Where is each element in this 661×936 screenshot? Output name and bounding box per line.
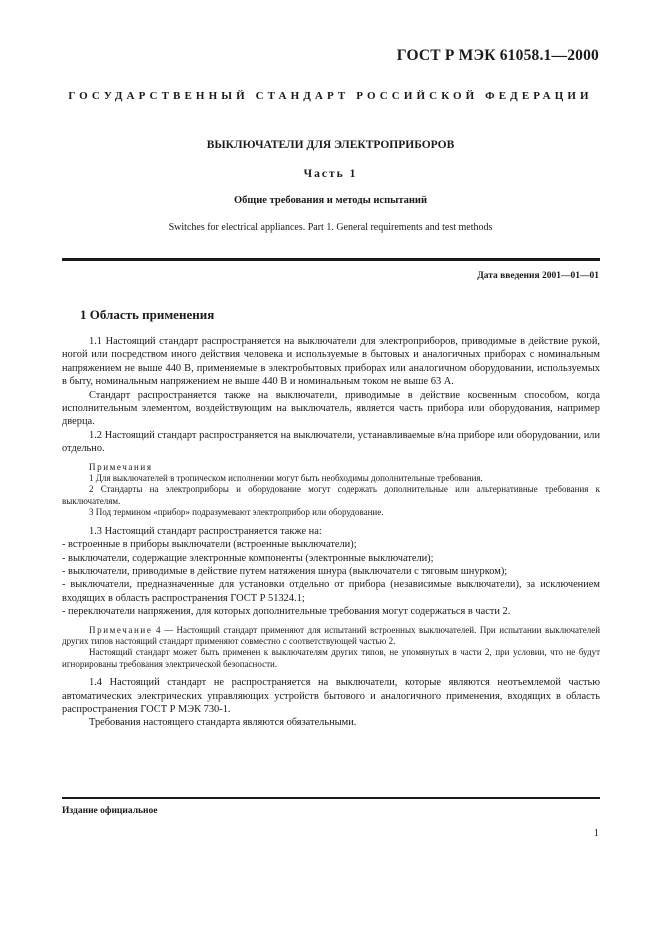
paragraph-1-1: 1.1 Настоящий стандарт распространяется на выключатели для электроприборов, приводимые в действие рукой, ногой или посредством иного действия человека и используемые в бытовых и аналогичных приборах с номинальным напряжением не выше 440 В, применяемые в электробытовых приборах или аналогичном оборудовании, используемых в быту, номинальным напряжением не выше 440 В и номинальным током не выше 63 А. [62, 336, 600, 388]
section-heading: 1 Область применения [80, 307, 215, 322]
list-item: - переключатели напряжения, для которых дополнительные требования могут содержаться в части 2. [62, 606, 511, 618]
list-item: - выключатели, содержащие электронные компоненты (электронные выключатели); [62, 552, 434, 564]
note-4-extra: Настоящий стандарт может быть применен к выключателям других типов, не упомянутых в части 2, при условии, что не будут игнорированы требования электрической безопасности. [62, 647, 600, 669]
main-title: ВЫКЛЮЧАТЕЛИ ДЛЯ ЭЛЕКТРОПРИБОРОВ [206, 139, 455, 151]
document-code: ГОСТ Р МЭК 61058.1—2000 [396, 47, 599, 64]
footer-divider [62, 797, 600, 799]
list-item: - встроенные в приборы выключатели (встроенные выключатели); [62, 539, 357, 551]
section-body [62, 335, 600, 730]
mandatory-statement: Требования настоящего стандарта являются обязательными. [89, 717, 357, 729]
paragraph-1-3: 1.3 Настоящий стандарт распространяется также на: [89, 525, 322, 537]
state-standard-banner: ГОСУДАРСТВЕННЫЙ СТАНДАРТ РОССИЙСКОЙ ФЕДЕРАЦИИ [68, 90, 593, 102]
subtitle: Общие требования и методы испытаний [233, 195, 428, 206]
introduction-date: Дата введения 2001—01—01 [477, 271, 599, 281]
list-item: - выключатели, предназначенные для установки отдельно от прибора (независимые выключатели), за исключением входящих в область распространения ГОСТ Р 51324.1; [62, 579, 600, 604]
english-title: Switches for electrical appliances. Part 1. General requirements and test methods [168, 222, 493, 233]
paragraph-1-4: 1.4 Настоящий стандарт не распространяется на выключатели, которые являются неотъемлемой частью автоматических электрических управляющих устройств бытового и аналогичного применения, входящих в область распространения ГОСТ Р МЭК 730-1. [62, 677, 600, 715]
part-label: Часть 1 [303, 168, 358, 180]
header-divider [62, 258, 600, 261]
notes-heading: Примечания [89, 461, 153, 472]
note-item: 2 Стандарты на электроприборы и оборудование могут содержать дополнительные или альтернативные требования к выключателям. [62, 484, 600, 506]
note-item: 1 Для выключателей в тропическом исполнении могут быть необходимы дополнительные требования. [89, 473, 483, 484]
note-4-label: Примечание [89, 624, 153, 635]
paragraph-1-2: 1.2 Настоящий стандарт распространяется на выключатели, устанавливаемые в/на приборе или оборудовании, или отдельно. [62, 429, 600, 455]
official-edition-label: Издание официальное [62, 806, 158, 816]
list-item: - выключатели, приводимые в действие путем натяжения шнура (выключатели с тяговым шнурком); [62, 565, 508, 577]
note-item: 3 Под термином «прибор» подразумевают электроприбор или оборудование. [89, 507, 384, 518]
page-number: 1 [593, 828, 599, 839]
note-4-text: 4 — Настоящий стандарт применяют для испытаний встроенных выключателей. При испытании выключателей других типов настоящий стандарт применяют совместно с соответствующей частью 2. [62, 624, 601, 646]
note-4 [62, 625, 600, 648]
paragraph-1-1-continued: Стандарт распространяется также на выключатели, приводимые в действие косвенным способом, когда исполнительным элементом, воздействующим на выключатель, является часть прибора или оборудования, например дверца. [62, 389, 600, 428]
